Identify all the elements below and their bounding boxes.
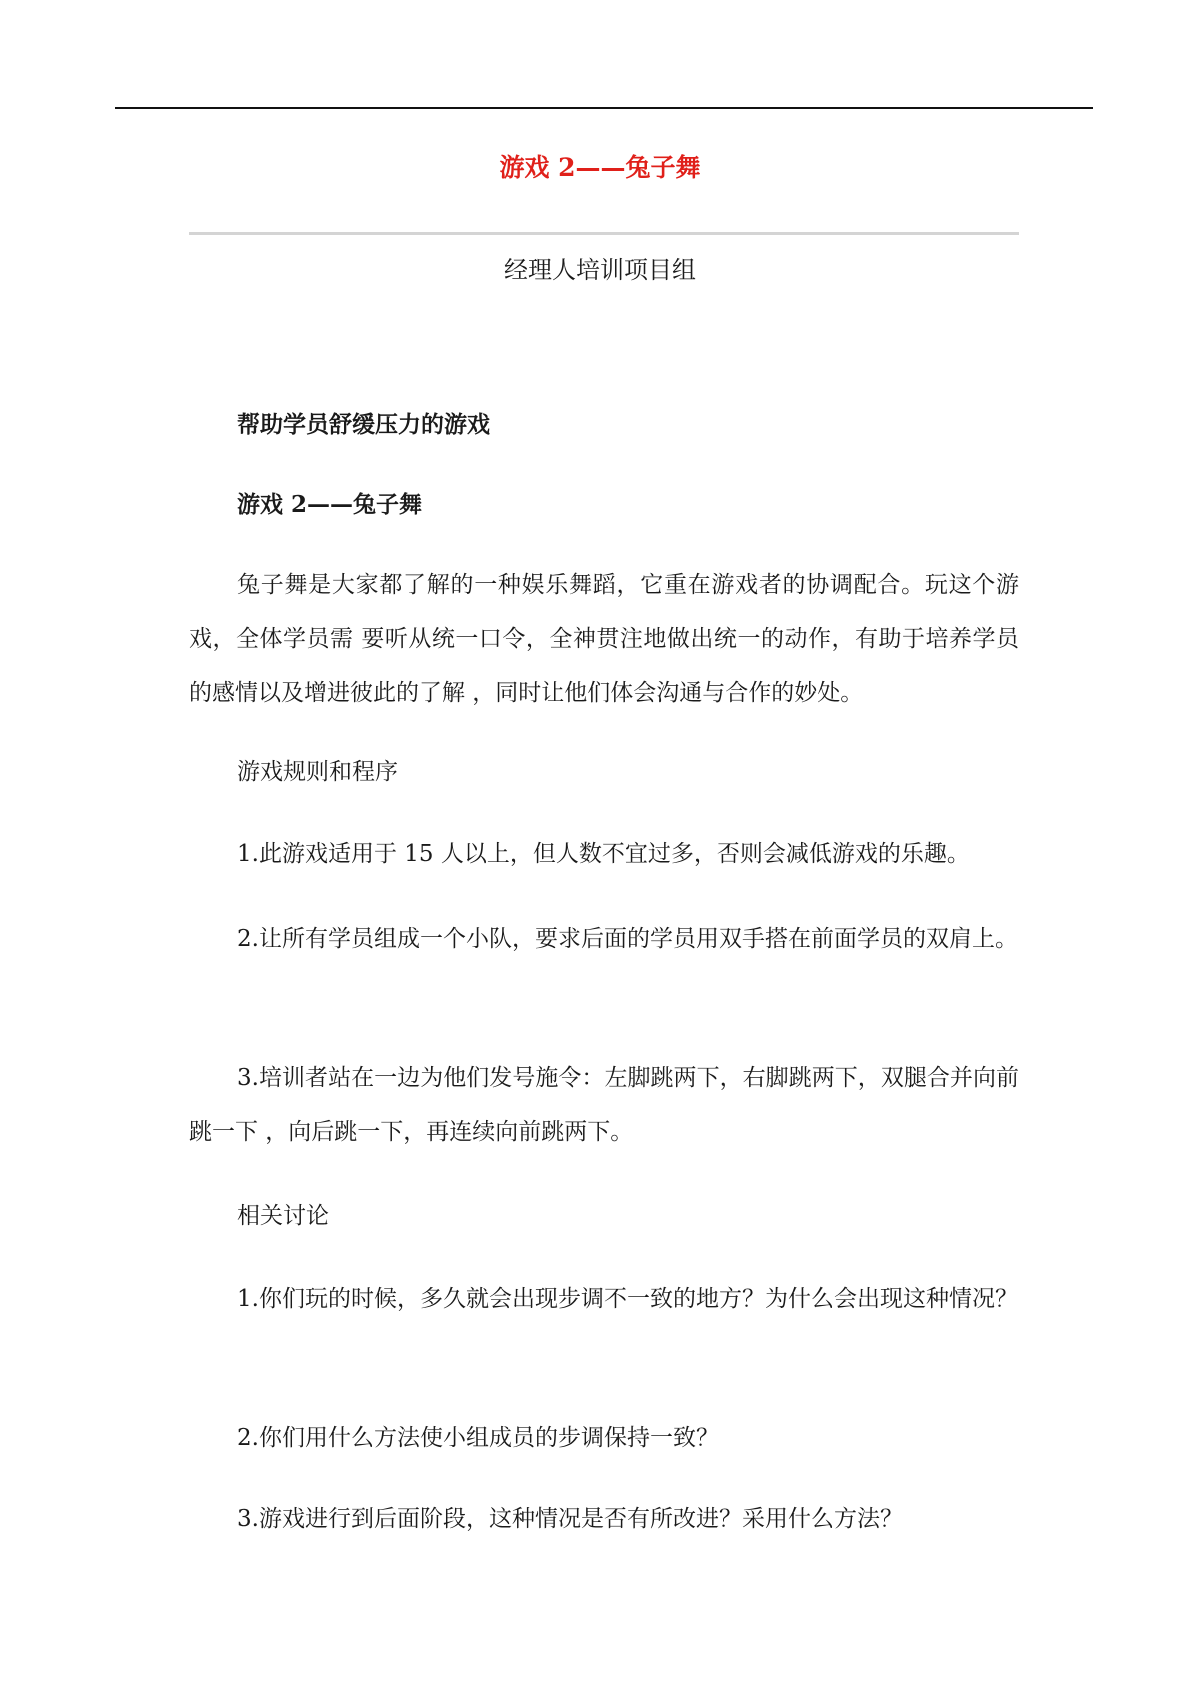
rule-item: 3.培训者站在一边为他们发号施令：左脚跳两下，右脚跳两下，双腿合并向前跳一下 ，向后跳一下，再连续向前跳两下。 [189,1065,1019,1145]
document-title: 游戏 2——兔子舞 [499,153,701,182]
intro-paragraph: 兔子舞是大家都了解的一种娱乐舞蹈，它重在游戏者的协调配合。玩这个游戏，全体学员需 要听从统一口令，全神贯注地做出统一的动作，有助于培养学员的感情以及增进彼此的了解 ，同时让他们体会沟通与合作的妙处。 [189,572,1019,706]
title-divider [189,232,1019,235]
discussion-item: 3.游戏进行到后面阶段，这种情况是否有所改进？采用什么方法？ [237,1506,903,1532]
rule-item: 2.让所有学员组成一个小队，要求后面的学员用双手搭在前面学员的双肩上。 [237,926,1018,952]
discussion-1-block [189,1272,1019,1326]
rule-3-block [189,1051,1019,1159]
discussion-item: 1.你们玩的时候，多久就会出现步调不一致的地方？为什么会出现这种情况？ [237,1286,1018,1312]
header-rule [115,107,1093,109]
section-heading-block [189,398,1019,452]
discussion-heading-block [189,1189,1019,1243]
rules-heading-block [189,745,1019,799]
rule-item: 1.此游戏适用于 15 人以上，但人数不宜过多，否则会减低游戏的乐趣。 [237,841,970,867]
section-heading: 帮助学员舒缓压力的游戏 [237,411,490,438]
discussion-item: 2.你们用什么方法使小组成员的步调保持一致？ [237,1425,719,1451]
document-author: 经理人培训项目组 [504,256,696,284]
rule-2-block [189,912,1019,966]
intro-block [189,558,1019,720]
rule-1-block [189,827,1019,881]
discussion-3-block [189,1492,1019,1546]
discussion-heading: 相关讨论 [237,1203,329,1229]
game-heading: 游戏 2——兔子舞 [237,491,423,518]
game-heading-block [189,478,1019,532]
discussion-2-block [189,1411,1019,1465]
rules-heading: 游戏规则和程序 [237,759,398,785]
